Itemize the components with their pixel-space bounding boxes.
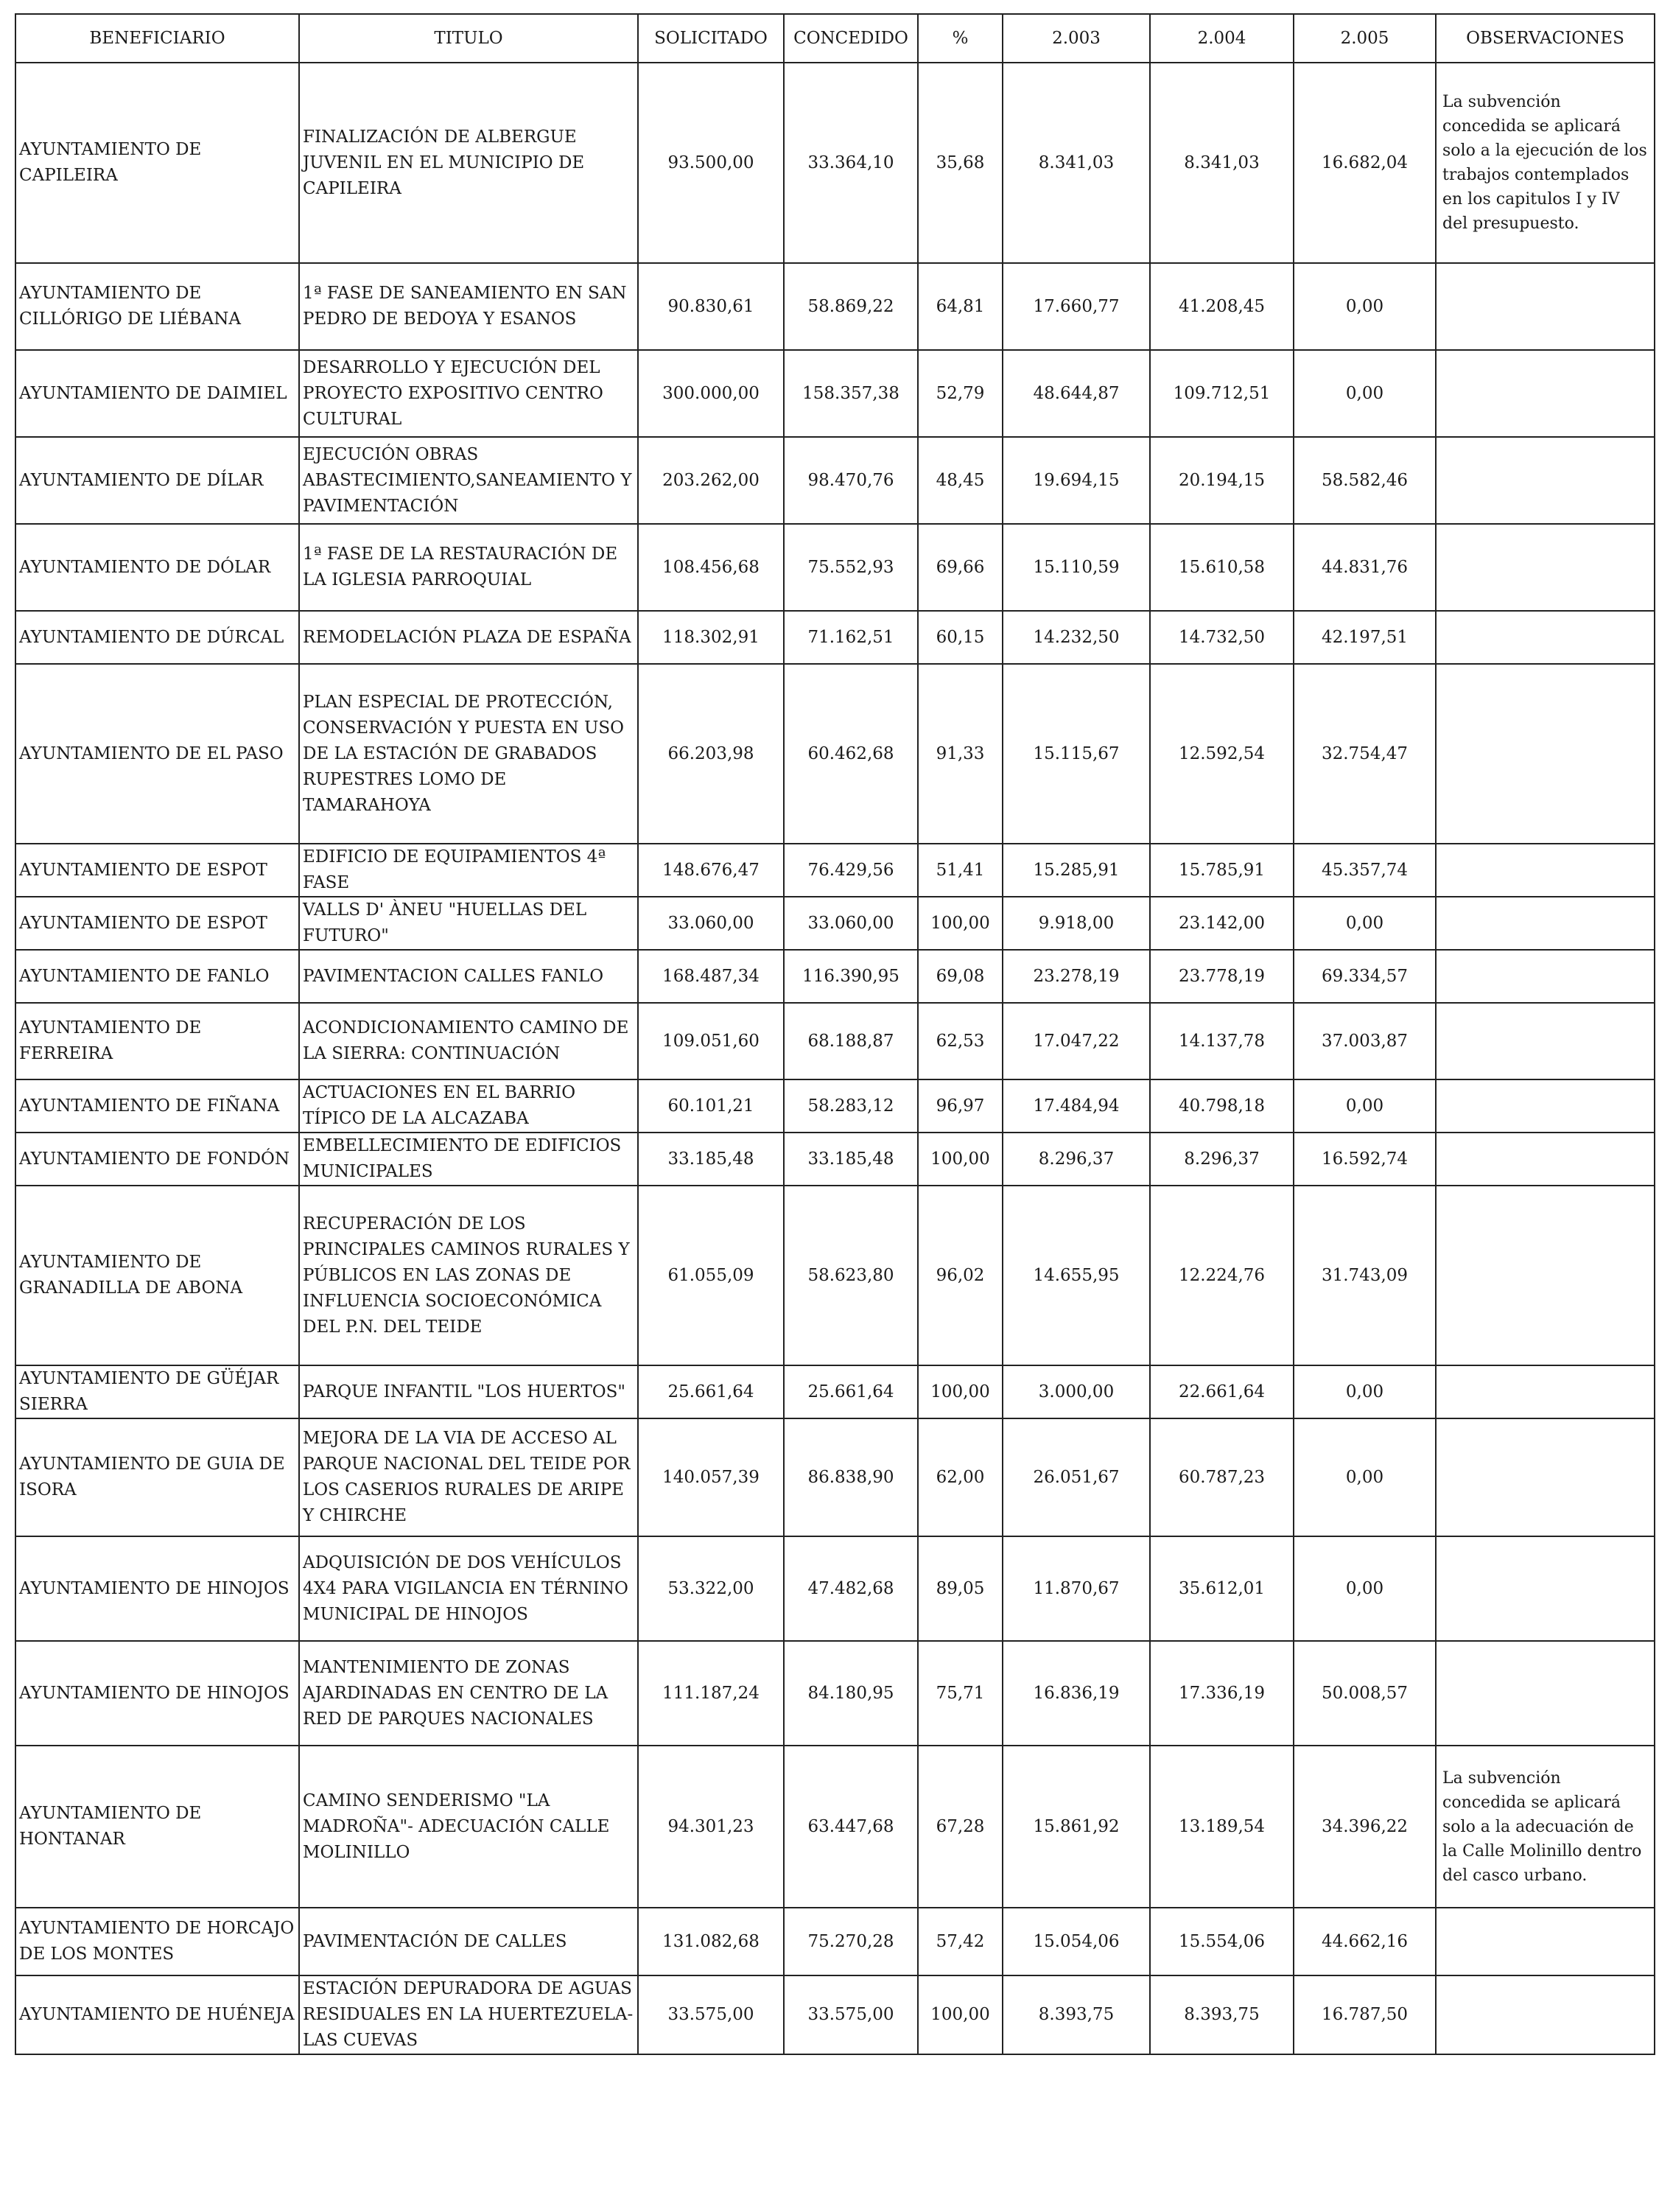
cell-titulo: FINALIZACIÓN DE ALBERGUE JUVENIL EN EL MUNICIPIO DE CAPILEIRA (299, 63, 638, 263)
cell-observaciones (1436, 897, 1655, 950)
cell-percent: 100,00 (918, 1133, 1003, 1186)
cell-beneficiario: AYUNTAMIENTO DE ESPOT (15, 844, 299, 897)
cell-solicitado: 53.322,00 (638, 1536, 784, 1641)
cell-observaciones (1436, 611, 1655, 664)
cell-solicitado: 148.676,47 (638, 844, 784, 897)
cell-observaciones (1436, 263, 1655, 350)
cell-2005: 0,00 (1294, 897, 1436, 950)
cell-2005: 45.357,74 (1294, 844, 1436, 897)
cell-concedido: 71.162,51 (784, 611, 918, 664)
cell-beneficiario: AYUNTAMIENTO DE DAIMIEL (15, 350, 299, 437)
cell-concedido: 75.270,28 (784, 1908, 918, 1975)
cell-2003: 14.655,95 (1003, 1186, 1150, 1365)
table-row (15, 1536, 1655, 1641)
cell-titulo: EDIFICIO DE EQUIPAMIENTOS 4ª FASE (299, 844, 638, 897)
cell-2004: 14.137,78 (1150, 1003, 1294, 1079)
cell-percent: 52,79 (918, 350, 1003, 437)
cell-2004: 8.393,75 (1150, 1975, 1294, 2054)
header-beneficiario: BENEFICIARIO (15, 14, 299, 63)
cell-beneficiario: AYUNTAMIENTO DE HINOJOS (15, 1641, 299, 1746)
cell-observaciones (1436, 1003, 1655, 1079)
cell-2004: 12.592,54 (1150, 664, 1294, 844)
cell-titulo: 1ª FASE DE SANEAMIENTO EN SAN PEDRO DE BEDOYA Y ESANOS (299, 263, 638, 350)
cell-titulo: ACONDICIONAMIENTO CAMINO DE LA SIERRA: CONTINUACIÓN (299, 1003, 638, 1079)
cell-percent: 100,00 (918, 897, 1003, 950)
table-row (15, 844, 1655, 897)
cell-2005: 34.396,22 (1294, 1746, 1436, 1908)
cell-2005: 69.334,57 (1294, 950, 1436, 1003)
cell-percent: 69,66 (918, 524, 1003, 611)
cell-2004: 35.612,01 (1150, 1536, 1294, 1641)
header-row (15, 14, 1655, 63)
cell-concedido: 75.552,93 (784, 524, 918, 611)
cell-2004: 12.224,76 (1150, 1186, 1294, 1365)
cell-concedido: 158.357,38 (784, 350, 918, 437)
cell-2003: 14.232,50 (1003, 611, 1150, 664)
cell-solicitado: 33.060,00 (638, 897, 784, 950)
cell-concedido: 63.447,68 (784, 1746, 918, 1908)
cell-concedido: 68.188,87 (784, 1003, 918, 1079)
cell-titulo: CAMINO SENDERISMO "LA MADROÑA"- ADECUACIÓN CALLE MOLINILLO (299, 1746, 638, 1908)
cell-solicitado: 93.500,00 (638, 63, 784, 263)
cell-2004: 17.336,19 (1150, 1641, 1294, 1746)
cell-2005: 37.003,87 (1294, 1003, 1436, 1079)
cell-2005: 0,00 (1294, 350, 1436, 437)
cell-percent: 96,97 (918, 1079, 1003, 1133)
cell-2003: 8.296,37 (1003, 1133, 1150, 1186)
cell-solicitado: 131.082,68 (638, 1908, 784, 1975)
cell-2005: 16.592,74 (1294, 1133, 1436, 1186)
table-row (15, 1133, 1655, 1186)
cell-percent: 91,33 (918, 664, 1003, 844)
cell-2004: 109.712,51 (1150, 350, 1294, 437)
cell-observaciones (1436, 844, 1655, 897)
cell-2003: 11.870,67 (1003, 1536, 1150, 1641)
cell-solicitado: 33.575,00 (638, 1975, 784, 2054)
cell-observaciones (1436, 524, 1655, 611)
cell-2003: 3.000,00 (1003, 1365, 1150, 1418)
cell-titulo: MEJORA DE LA VIA DE ACCESO AL PARQUE NACIONAL DEL TEIDE POR LOS CASERIOS RURALES DE ARIPE Y CHIRCHE (299, 1418, 638, 1536)
cell-beneficiario: AYUNTAMIENTO DE HONTANAR (15, 1746, 299, 1908)
cell-solicitado: 25.661,64 (638, 1365, 784, 1418)
cell-2003: 48.644,87 (1003, 350, 1150, 437)
cell-solicitado: 203.262,00 (638, 437, 784, 524)
cell-titulo: PLAN ESPECIAL DE PROTECCIÓN, CONSERVACIÓN Y PUESTA EN USO DE LA ESTACIÓN DE GRABADOS RUPESTRES LOMO DE TAMARAHOYA (299, 664, 638, 844)
cell-titulo: DESARROLLO Y EJECUCIÓN DEL PROYECTO EXPOSITIVO CENTRO CULTURAL (299, 350, 638, 437)
cell-solicitado: 94.301,23 (638, 1746, 784, 1908)
table-row (15, 350, 1655, 437)
table-row (15, 1418, 1655, 1536)
cell-solicitado: 108.456,68 (638, 524, 784, 611)
cell-2005: 42.197,51 (1294, 611, 1436, 664)
cell-beneficiario: AYUNTAMIENTO DE CAPILEIRA (15, 63, 299, 263)
header-2005: 2.005 (1294, 14, 1436, 63)
cell-titulo: ACTUACIONES EN EL BARRIO TÍPICO DE LA ALCAZABA (299, 1079, 638, 1133)
cell-titulo: PAVIMENTACIÓN DE CALLES (299, 1908, 638, 1975)
cell-titulo: EMBELLECIMIENTO DE EDIFICIOS MUNICIPALES (299, 1133, 638, 1186)
cell-titulo: MANTENIMIENTO DE ZONAS AJARDINADAS EN CENTRO DE LA RED DE PARQUES NACIONALES (299, 1641, 638, 1746)
cell-concedido: 86.838,90 (784, 1418, 918, 1536)
cell-observaciones (1436, 350, 1655, 437)
cell-titulo: EJECUCIÓN OBRAS ABASTECIMIENTO,SANEAMIENTO Y PAVIMENTACIÓN (299, 437, 638, 524)
cell-titulo: ESTACIÓN DEPURADORA DE AGUAS RESIDUALES EN LA HUERTEZUELA-LAS CUEVAS (299, 1975, 638, 2054)
cell-observaciones (1436, 950, 1655, 1003)
table-row (15, 63, 1655, 263)
cell-percent: 60,15 (918, 611, 1003, 664)
cell-solicitado: 300.000,00 (638, 350, 784, 437)
header-solicitado: SOLICITADO (638, 14, 784, 63)
cell-2003: 15.110,59 (1003, 524, 1150, 611)
table-row (15, 897, 1655, 950)
cell-2004: 14.732,50 (1150, 611, 1294, 664)
table-row (15, 1746, 1655, 1908)
cell-2005: 16.682,04 (1294, 63, 1436, 263)
cell-solicitado: 90.830,61 (638, 263, 784, 350)
cell-observaciones (1436, 437, 1655, 524)
cell-concedido: 116.390,95 (784, 950, 918, 1003)
table-row (15, 1365, 1655, 1418)
cell-concedido: 25.661,64 (784, 1365, 918, 1418)
cell-2003: 17.484,94 (1003, 1079, 1150, 1133)
cell-2004: 8.296,37 (1150, 1133, 1294, 1186)
table-row (15, 524, 1655, 611)
cell-concedido: 60.462,68 (784, 664, 918, 844)
cell-2004: 22.661,64 (1150, 1365, 1294, 1418)
cell-percent: 100,00 (918, 1975, 1003, 2054)
cell-concedido: 58.869,22 (784, 263, 918, 350)
cell-solicitado: 66.203,98 (638, 664, 784, 844)
cell-2005: 0,00 (1294, 1365, 1436, 1418)
cell-2005: 0,00 (1294, 1079, 1436, 1133)
cell-2003: 16.836,19 (1003, 1641, 1150, 1746)
cell-2003: 15.861,92 (1003, 1746, 1150, 1908)
table-row (15, 1079, 1655, 1133)
cell-beneficiario: AYUNTAMIENTO DE DÚRCAL (15, 611, 299, 664)
cell-titulo: RECUPERACIÓN DE LOS PRINCIPALES CAMINOS RURALES Y PÚBLICOS EN LAS ZONAS DE INFLUENCIA SOCIOECONÓMICA DEL P.N. DEL TEIDE (299, 1186, 638, 1365)
cell-2003: 15.285,91 (1003, 844, 1150, 897)
subsidy-table (15, 13, 1655, 2055)
cell-percent: 75,71 (918, 1641, 1003, 1746)
cell-beneficiario: AYUNTAMIENTO DE EL PASO (15, 664, 299, 844)
cell-percent: 100,00 (918, 1365, 1003, 1418)
cell-2004: 41.208,45 (1150, 263, 1294, 350)
cell-beneficiario: AYUNTAMIENTO DE FANLO (15, 950, 299, 1003)
cell-concedido: 58.283,12 (784, 1079, 918, 1133)
cell-titulo: 1ª FASE DE LA RESTAURACIÓN DE LA IGLESIA PARROQUIAL (299, 524, 638, 611)
cell-percent: 69,08 (918, 950, 1003, 1003)
cell-percent: 64,81 (918, 263, 1003, 350)
cell-percent: 51,41 (918, 844, 1003, 897)
cell-solicitado: 118.302,91 (638, 611, 784, 664)
cell-concedido: 33.364,10 (784, 63, 918, 263)
cell-2003: 23.278,19 (1003, 950, 1150, 1003)
cell-observaciones (1436, 1079, 1655, 1133)
cell-2003: 17.660,77 (1003, 263, 1150, 350)
table-row (15, 1641, 1655, 1746)
cell-observaciones (1436, 1365, 1655, 1418)
cell-beneficiario: AYUNTAMIENTO DE DÓLAR (15, 524, 299, 611)
table-row (15, 950, 1655, 1003)
cell-observaciones: La subvención concedida se aplicará solo a la adecuación de la Calle Molinillo dentro del casco urbano. (1436, 1746, 1655, 1908)
cell-2005: 0,00 (1294, 1418, 1436, 1536)
cell-concedido: 33.575,00 (784, 1975, 918, 2054)
cell-2003: 9.918,00 (1003, 897, 1150, 950)
cell-observaciones: La subvención concedida se aplicará solo a la ejecución de los trabajos contemplados en los capitulos I y IV del presupuesto. (1436, 63, 1655, 263)
cell-solicitado: 33.185,48 (638, 1133, 784, 1186)
cell-percent: 96,02 (918, 1186, 1003, 1365)
cell-solicitado: 60.101,21 (638, 1079, 784, 1133)
cell-observaciones (1436, 1641, 1655, 1746)
cell-2003: 15.054,06 (1003, 1908, 1150, 1975)
cell-percent: 62,53 (918, 1003, 1003, 1079)
cell-beneficiario: AYUNTAMIENTO DE HUÉNEJA (15, 1975, 299, 2054)
cell-observaciones (1436, 1975, 1655, 2054)
cell-titulo: PARQUE INFANTIL "LOS HUERTOS" (299, 1365, 638, 1418)
table-row (15, 664, 1655, 844)
cell-concedido: 84.180,95 (784, 1641, 918, 1746)
cell-2005: 32.754,47 (1294, 664, 1436, 844)
cell-2004: 20.194,15 (1150, 437, 1294, 524)
cell-beneficiario: AYUNTAMIENTO DE GUIA DE ISORA (15, 1418, 299, 1536)
cell-beneficiario: AYUNTAMIENTO DE HINOJOS (15, 1536, 299, 1641)
header-2003: 2.003 (1003, 14, 1150, 63)
cell-titulo: REMODELACIÓN PLAZA DE ESPAÑA (299, 611, 638, 664)
cell-concedido: 33.060,00 (784, 897, 918, 950)
cell-2004: 15.610,58 (1150, 524, 1294, 611)
cell-titulo: PAVIMENTACION CALLES FANLO (299, 950, 638, 1003)
cell-solicitado: 109.051,60 (638, 1003, 784, 1079)
cell-beneficiario: AYUNTAMIENTO DE FERREIRA (15, 1003, 299, 1079)
cell-observaciones (1436, 1536, 1655, 1641)
header-titulo: TITULO (299, 14, 638, 63)
cell-solicitado: 61.055,09 (638, 1186, 784, 1365)
cell-concedido: 47.482,68 (784, 1536, 918, 1641)
cell-concedido: 98.470,76 (784, 437, 918, 524)
cell-observaciones (1436, 664, 1655, 844)
table-row (15, 263, 1655, 350)
cell-2004: 13.189,54 (1150, 1746, 1294, 1908)
cell-2005: 31.743,09 (1294, 1186, 1436, 1365)
document-page (15, 13, 1654, 2055)
header-concedido: CONCEDIDO (784, 14, 918, 63)
cell-2003: 17.047,22 (1003, 1003, 1150, 1079)
cell-concedido: 58.623,80 (784, 1186, 918, 1365)
cell-2004: 40.798,18 (1150, 1079, 1294, 1133)
cell-2005: 44.831,76 (1294, 524, 1436, 611)
cell-2005: 50.008,57 (1294, 1641, 1436, 1746)
cell-concedido: 76.429,56 (784, 844, 918, 897)
cell-percent: 62,00 (918, 1418, 1003, 1536)
cell-2004: 15.554,06 (1150, 1908, 1294, 1975)
table-row (15, 1908, 1655, 1975)
cell-2004: 60.787,23 (1150, 1418, 1294, 1536)
cell-beneficiario: AYUNTAMIENTO DE CILLÓRIGO DE LIÉBANA (15, 263, 299, 350)
cell-2004: 23.778,19 (1150, 950, 1294, 1003)
cell-beneficiario: AYUNTAMIENTO DE FIÑANA (15, 1079, 299, 1133)
cell-beneficiario: AYUNTAMIENTO DE GÜÉJAR SIERRA (15, 1365, 299, 1418)
cell-beneficiario: AYUNTAMIENTO DE DÍLAR (15, 437, 299, 524)
header-observaciones: OBSERVACIONES (1436, 14, 1655, 63)
cell-beneficiario: AYUNTAMIENTO DE GRANADILLA DE ABONA (15, 1186, 299, 1365)
header-2004: 2.004 (1150, 14, 1294, 63)
cell-2004: 8.341,03 (1150, 63, 1294, 263)
cell-observaciones (1436, 1186, 1655, 1365)
cell-beneficiario: AYUNTAMIENTO DE HORCAJO DE LOS MONTES (15, 1908, 299, 1975)
table-row (15, 1186, 1655, 1365)
table-body (15, 63, 1655, 2054)
cell-2005: 0,00 (1294, 263, 1436, 350)
cell-percent: 48,45 (918, 437, 1003, 524)
table-row (15, 437, 1655, 524)
cell-solicitado: 140.057,39 (638, 1418, 784, 1536)
cell-observaciones (1436, 1418, 1655, 1536)
cell-2005: 16.787,50 (1294, 1975, 1436, 2054)
cell-titulo: ADQUISICIÓN DE DOS VEHÍCULOS 4X4 PARA VIGILANCIA EN TÉRNINO MUNICIPAL DE HINOJOS (299, 1536, 638, 1641)
cell-2003: 15.115,67 (1003, 664, 1150, 844)
cell-observaciones (1436, 1133, 1655, 1186)
table-row (15, 1003, 1655, 1079)
cell-2004: 23.142,00 (1150, 897, 1294, 950)
cell-2003: 8.341,03 (1003, 63, 1150, 263)
cell-percent: 57,42 (918, 1908, 1003, 1975)
cell-concedido: 33.185,48 (784, 1133, 918, 1186)
cell-titulo: VALLS D' ÀNEU "HUELLAS DEL FUTURO" (299, 897, 638, 950)
cell-beneficiario: AYUNTAMIENTO DE FONDÓN (15, 1133, 299, 1186)
cell-2003: 8.393,75 (1003, 1975, 1150, 2054)
cell-percent: 89,05 (918, 1536, 1003, 1641)
cell-2003: 26.051,67 (1003, 1418, 1150, 1536)
cell-percent: 35,68 (918, 63, 1003, 263)
table-row (15, 1975, 1655, 2054)
cell-2005: 58.582,46 (1294, 437, 1436, 524)
cell-solicitado: 111.187,24 (638, 1641, 784, 1746)
cell-beneficiario: AYUNTAMIENTO DE ESPOT (15, 897, 299, 950)
cell-2005: 0,00 (1294, 1536, 1436, 1641)
cell-solicitado: 168.487,34 (638, 950, 784, 1003)
cell-2005: 44.662,16 (1294, 1908, 1436, 1975)
table-row (15, 611, 1655, 664)
cell-2003: 19.694,15 (1003, 437, 1150, 524)
cell-percent: 67,28 (918, 1746, 1003, 1908)
cell-2004: 15.785,91 (1150, 844, 1294, 897)
cell-observaciones (1436, 1908, 1655, 1975)
header-percent: % (918, 14, 1003, 63)
